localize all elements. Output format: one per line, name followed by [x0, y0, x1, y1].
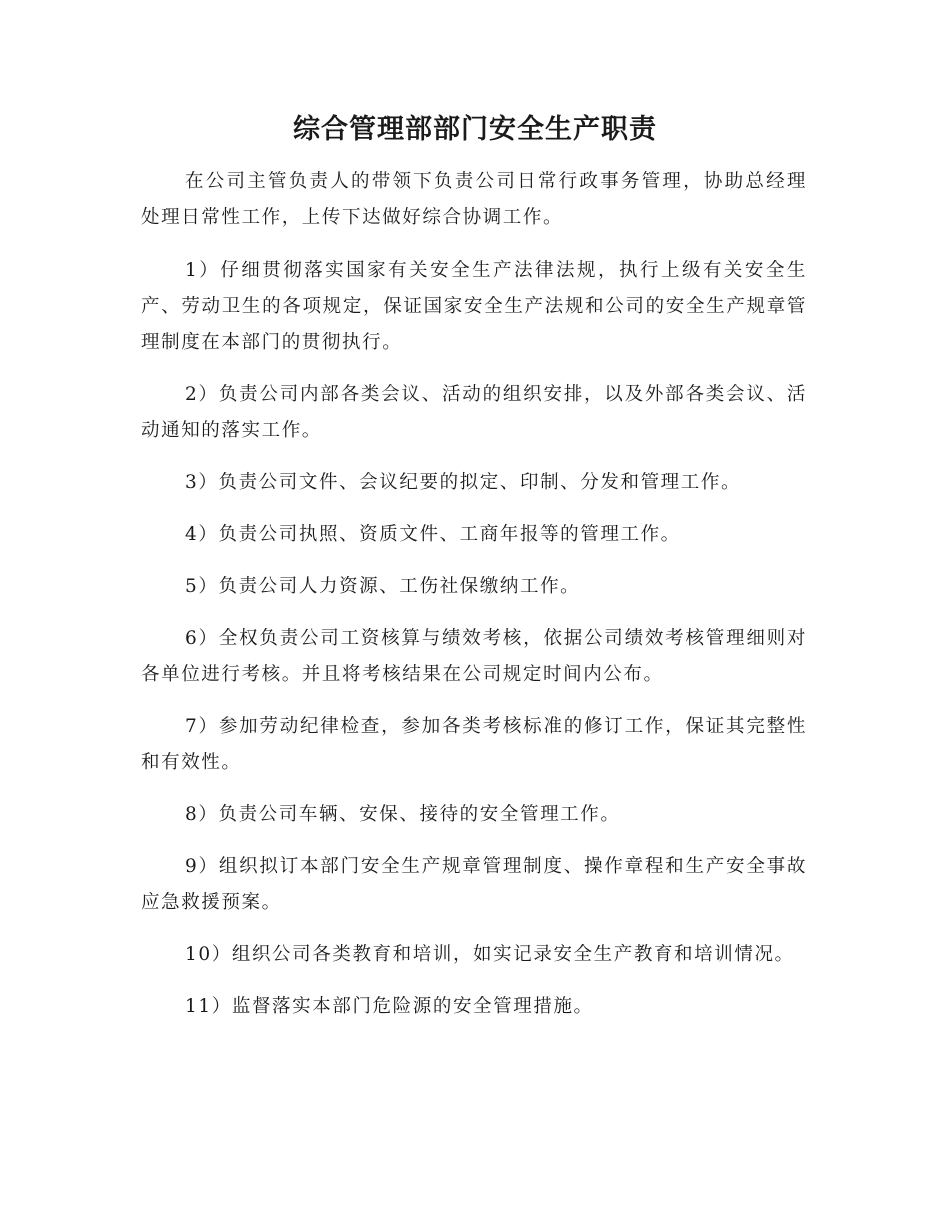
- duty-item-1: 1）仔细贯彻落实国家有关安全生产法律法规，执行上级有关安全生产、劳动卫生的各项规定，保证国家安全生产法规和公司的安全生产规章管理制度在本部门的贯彻执行。: [141, 260, 807, 353]
- duty-item-9: 9）组织拟订本部门安全生产规章管理制度、操作章程和生产安全事故应急救援预案。: [141, 856, 807, 913]
- duty-item-5: 5）负责公司人力资源、工伤社保缴纳工作。: [185, 576, 581, 597]
- duty-item-7: 7）参加劳动纪律检查，参加各类考核标准的修订工作，保证其完整性和有效性。: [141, 716, 807, 773]
- document-title: 综合管理部部门安全生产职责: [293, 114, 657, 145]
- duty-item-2: 2）负责公司内部各类会议、活动的组织安排，以及外部各类会议、活动通知的落实工作。: [141, 384, 807, 441]
- duty-item-10: 10）组织公司各类教育和培训，如实记录安全生产教育和培训情况。: [185, 944, 795, 965]
- intro-paragraph: 在公司主管负责人的带领下负责公司日常行政事务管理，协助总经理处理日常性工作，上传下达做好综合协调工作。: [141, 171, 807, 228]
- duty-item-8: 8）负责公司车辆、安保、接待的安全管理工作。: [185, 804, 621, 825]
- duty-item-3: 3）负责公司文件、会议纪要的拟定、印制、分发和管理工作。: [185, 472, 742, 493]
- duty-item-6: 6）全权负责公司工资核算与绩效考核，依据公司绩效考核管理细则对各单位进行考核。并且将考核结果在公司规定时间内公布。: [141, 628, 807, 685]
- document-body: [141, 164, 807, 1041]
- duty-item-4: 4）负责公司执照、资质文件、工商年报等的管理工作。: [185, 524, 681, 545]
- duty-item-11: 11）监督落实本部门危险源的安全管理措施。: [185, 996, 594, 1017]
